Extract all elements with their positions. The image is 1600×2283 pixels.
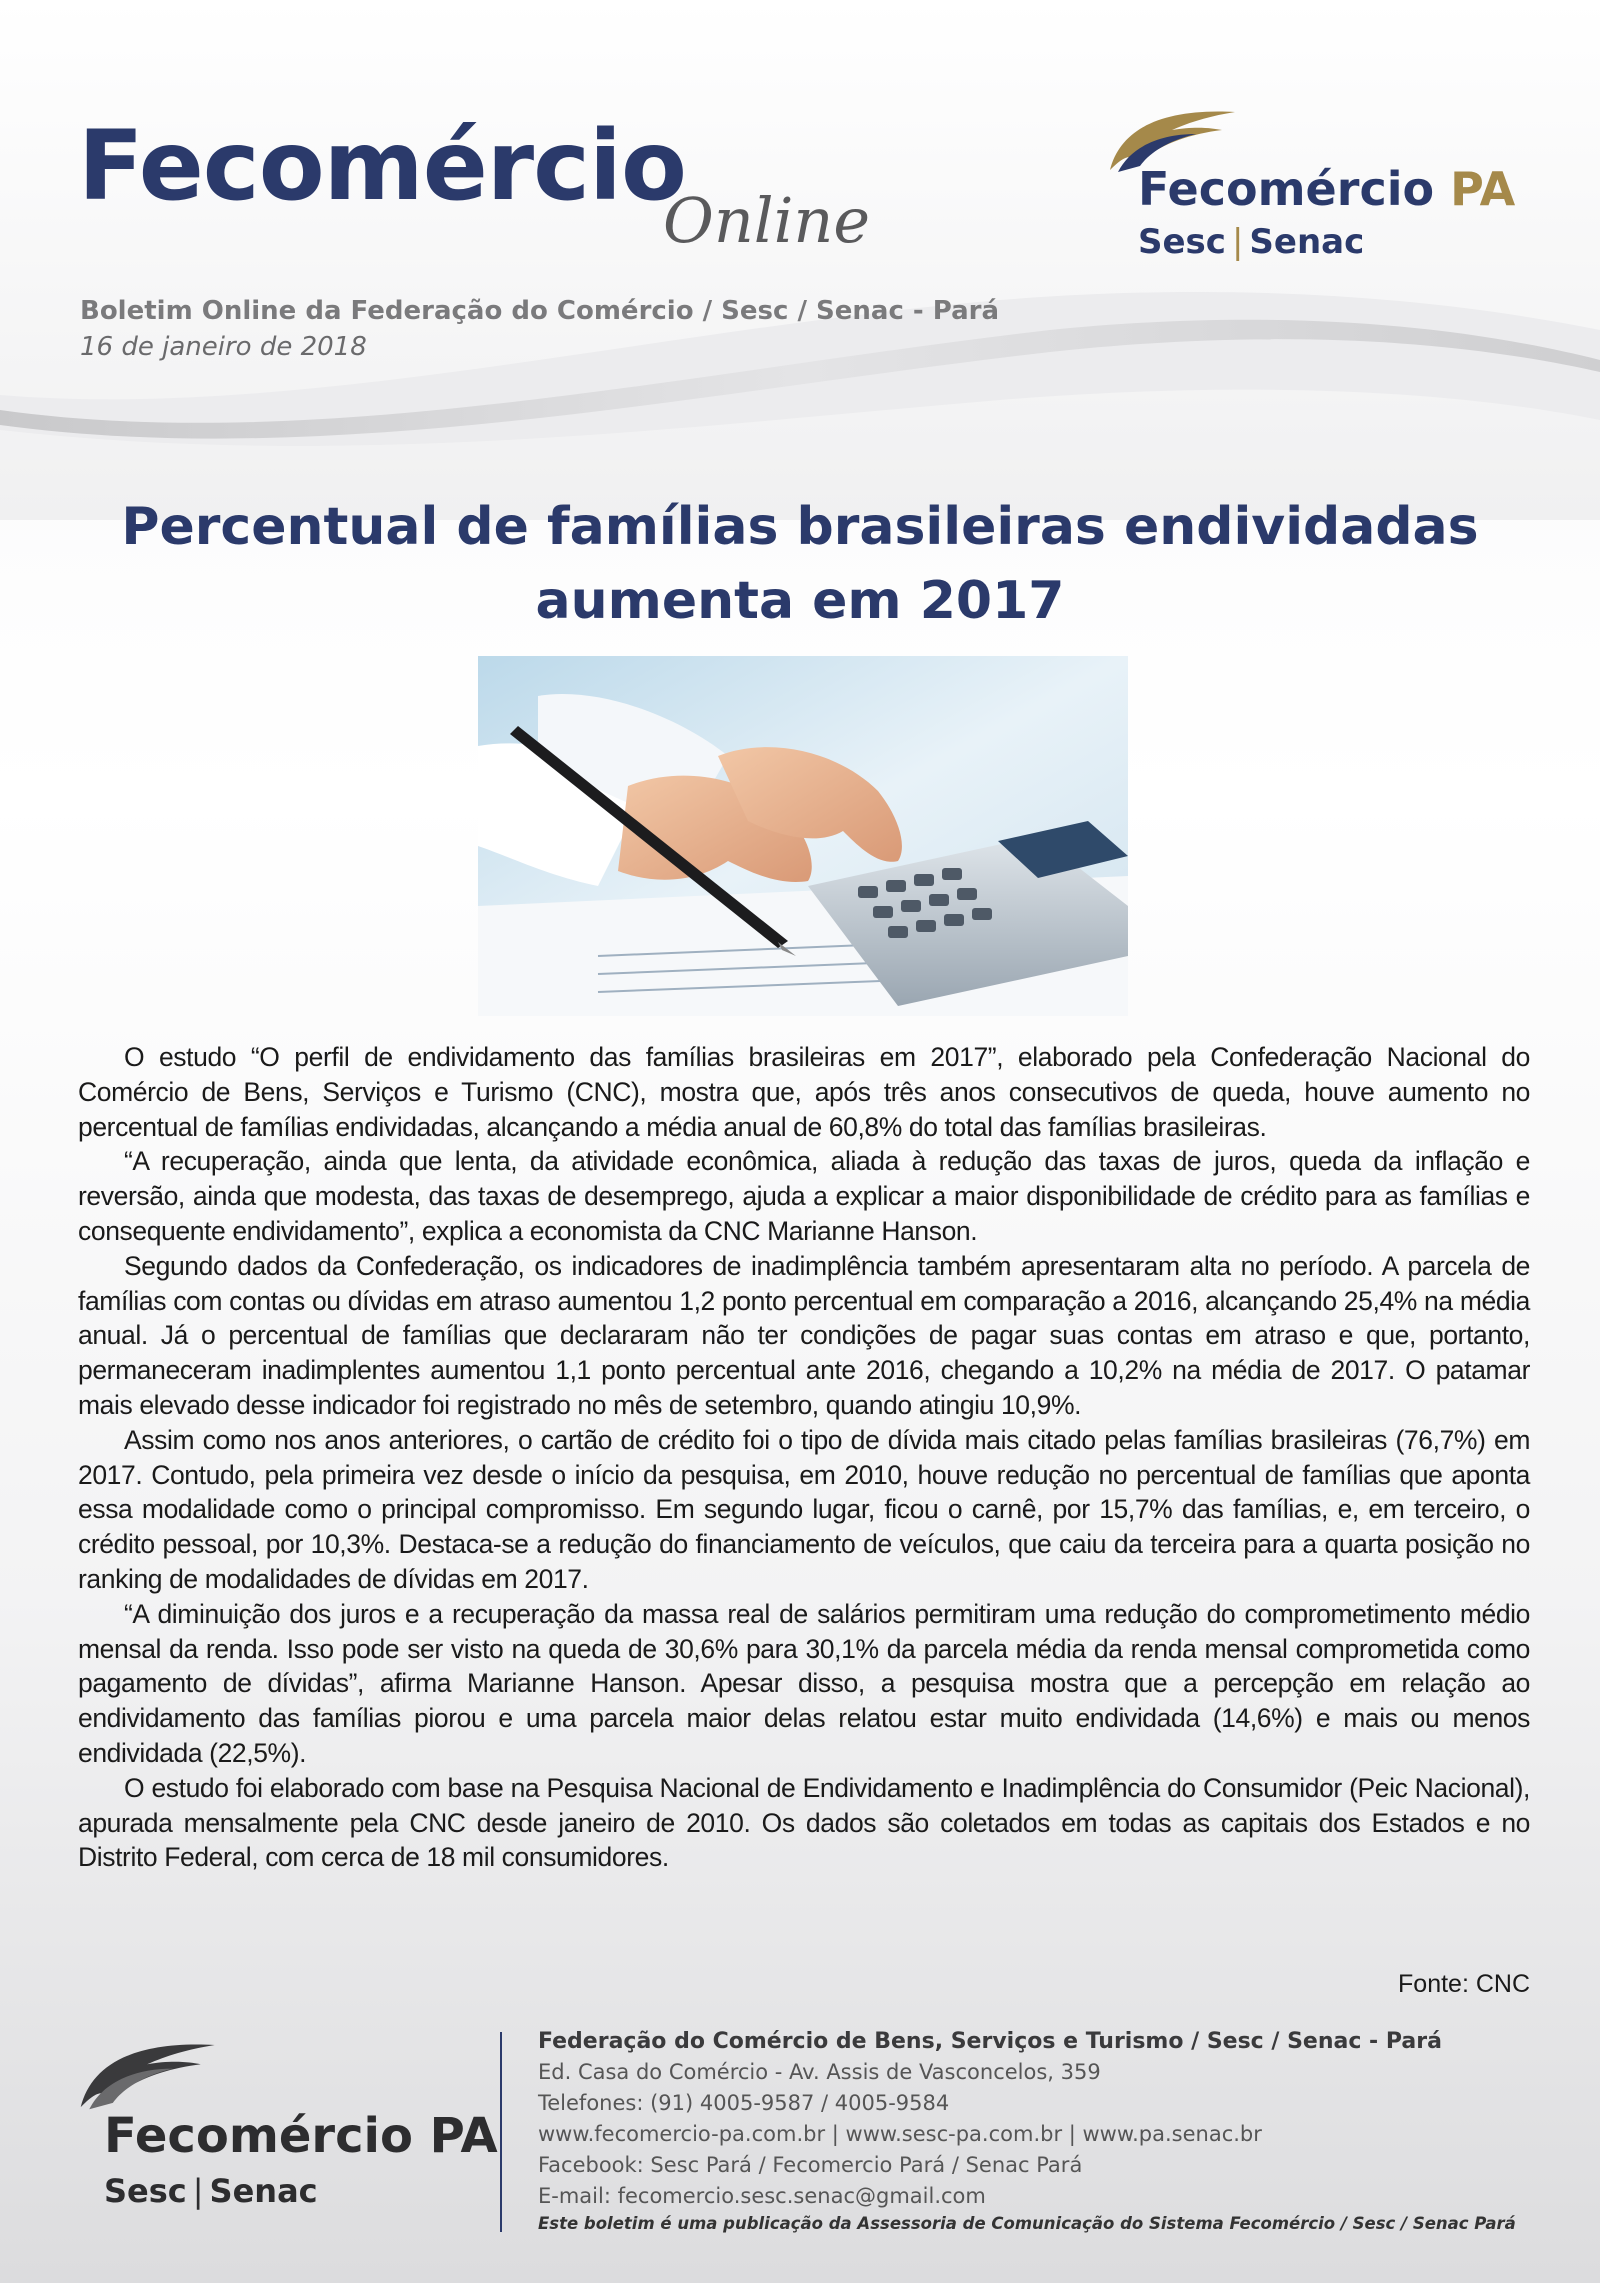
- footer-credit: Este boletim é uma publicação da Assessoria de Comunicação do Sistema Fecomércio / Sesc / Senac Pará: [538, 2214, 1516, 2233]
- footer-logo-sesc-senac: Sesc | Senac: [104, 2172, 318, 2210]
- masthead-title: Fecomércio: [78, 110, 686, 222]
- article-paragraph: O estudo foi elaborado com base na Pesquisa Nacional de Endividamento e Inadimplência do Consumidor (Peic Nacional), apurada mensalmente pela CNC desde janeiro de 2010. Os dados são coletados em todas as capitais dos Estados e no Distrito Federal, com cerca de 18 mil consumidores.: [78, 1772, 1530, 1873]
- footer-email[interactable]: E-mail: fecomercio.sesc.senac@gmail.com: [538, 2184, 986, 2208]
- footer-divider: [500, 2032, 502, 2232]
- wing-logo-icon: [70, 2030, 220, 2120]
- article-paragraph: O estudo “O perfil de endividamento das famílias brasileiras em 2017”, elaborado pela Confederação Nacional do Comércio de Bens, Serviços e Turismo (CNC), mostra que, após três anos consecutivos de queda, houve aumento no percentual de famílias endividadas, alcançando a média anual de 60,8% do total das famílias brasileiras.: [78, 1042, 1530, 1142]
- logo-sesc-senac: Sesc | Senac: [1138, 222, 1365, 262]
- headline-line-1: Percentual de famílias brasileiras endividadas: [121, 497, 1479, 557]
- masthead-subtitle: Boletim Online da Federação do Comércio / Sesc / Senac - Pará: [80, 296, 1000, 326]
- article-paragraph: “A recuperação, ainda que lenta, da atividade econômica, aliada à redução das taxas de juros, queda da inflação e reversão, ainda que modesta, das taxas de desemprego, ajuda a explicar a maior disponibilidade de crédito para as famílias e consequente endividamento”, explica a economista da CNC Marianne Hanson.: [78, 1146, 1530, 1246]
- article-paragraph: Segundo dados da Confederação, os indicadores de inadimplência também apresentaram alta no período. A parcela de famílias com contas ou dívidas em atraso aumentou 1,2 ponto percentual em comparação a 2016, alcançando 25,4% na média anual. Já o percentual de famílias que declararam não ter condições de pagar suas contas em atraso e que, portanto, permaneceram inadimplentes aumentou 1,1 ponto percentual ante 2016, chegando a 10,2% na média de 2017. O patamar mais elevado desse indicador foi registrado no mês de setembro, quando atingiu 10,9%.: [78, 1250, 1530, 1420]
- article-source: Fonte: CNC: [1398, 1970, 1530, 1998]
- logo-name: Fecomércio PA: [1138, 162, 1516, 216]
- article-paragraph: Assim como nos anos anteriores, o cartão de crédito foi o tipo de dívida mais citado pelas famílias brasileiras (76,7%) em 2017. Contudo, pela primeira vez desde o início da pesquisa, em 2010, houve redução no percentual de famílias que aponta essa modalidade como o principal compromisso. Em segundo lugar, ficou o carnê, por 15,7% das famílias, e, em terceiro, o crédito pessoal, por 10,3%. Destaca-se a redução do financiamento de veículos, que caiu da terceira para a quarta posição no ranking de modalidades de dívidas em 2017.: [78, 1424, 1530, 1594]
- footer-websites[interactable]: www.fecomercio-pa.com.br | www.sesc-pa.com.br | www.pa.senac.br: [538, 2122, 1262, 2146]
- footer-org-name: Federação do Comércio de Bens, Serviços e Turismo / Sesc / Senac - Pará: [538, 2029, 1442, 2054]
- footer-facebook[interactable]: Facebook: Sesc Pará / Fecomercio Pará / Senac Pará: [538, 2153, 1083, 2177]
- article-body: [78, 1040, 1530, 1875]
- footer-contact-info: [538, 2026, 1538, 2236]
- footer-phones: Telefones: (91) 4005-9587 / 4005-9584: [538, 2091, 950, 2115]
- masthead-date: 16 de janeiro de 2018: [80, 332, 367, 362]
- masthead-online-script: Online: [663, 184, 871, 257]
- fecomercio-logo-top[interactable]: [1100, 100, 1520, 270]
- hands-calculator-pen-photo: [478, 656, 1128, 1016]
- footer-address: Ed. Casa do Comércio - Av. Assis de Vasconcelos, 359: [538, 2060, 1101, 2084]
- fecomercio-logo-bottom[interactable]: [60, 2030, 498, 2230]
- footer-logo-name: Fecomércio PA: [104, 2108, 498, 2164]
- article-paragraph: “A diminuição dos juros e a recuperação da massa real de salários permitiram uma redução do comprometimento médio mensal da renda. Isso pode ser visto na queda de 30,6% para 30,1% da parcela média da renda mensal comprometida como pagamento de dívidas”, afirma Marianne Hanson. Apesar disso, a pesquisa mostra que a percepção em relação ao endividamento das famílias piorou e uma parcela maior delas relatou estar muito endividada (14,6%) e mais ou menos endividada (22,5%).: [78, 1598, 1530, 1768]
- headline-line-2: aumenta em 2017: [535, 571, 1065, 631]
- article-headline: [40, 490, 1560, 638]
